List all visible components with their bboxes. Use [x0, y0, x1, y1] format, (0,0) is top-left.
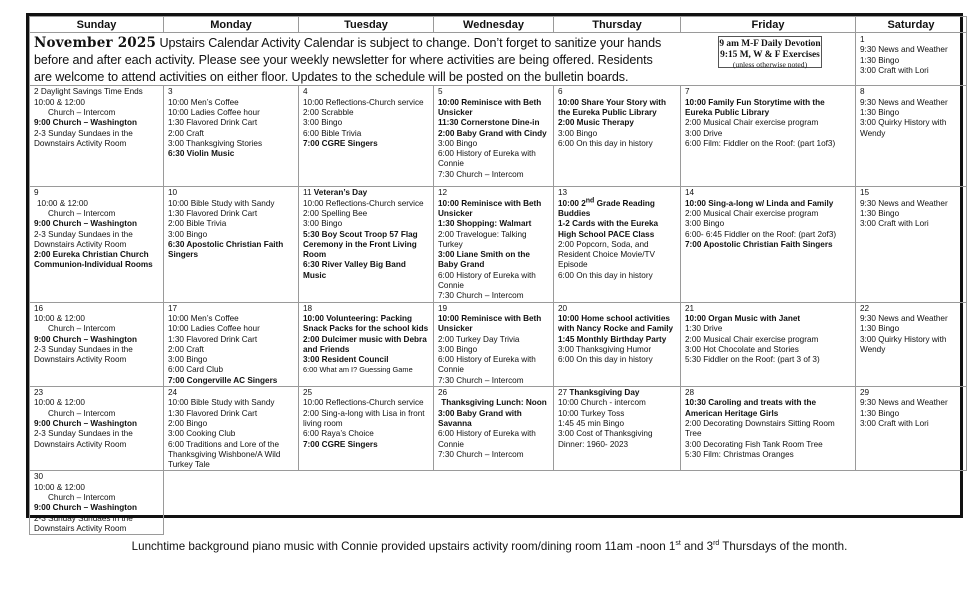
activity-item: 7:00 CGRE Singers: [303, 439, 378, 449]
activity-item: 3:00 Bingo: [438, 344, 478, 354]
day-number: 26: [438, 388, 448, 398]
footer-sup: rd: [713, 540, 720, 548]
day-header: [34, 472, 160, 482]
day-number: 28: [685, 388, 695, 398]
activity-item: 2:00 Musical Chair exercise program: [685, 118, 819, 128]
day-cell-4: [299, 86, 434, 187]
day-number: 19: [438, 303, 448, 313]
weekday-header-row: [30, 17, 967, 33]
activity-item: 10:00 Home school activities with Nancy Rocke and Family: [558, 313, 674, 334]
activity-item: 9:30 News and Weather: [860, 398, 948, 408]
activity-item: 3:00 Quirky History with Wendy: [860, 334, 947, 354]
day-number: 15: [860, 188, 870, 198]
week-row: [30, 302, 967, 386]
activity-item: 6:30 Apostolic Christian Faith Singers: [168, 239, 284, 260]
activity-item: 2:00 Craft: [168, 344, 204, 354]
activity-item: 2-3 Sunday Sundaes in the Downstairs Activity Room: [34, 513, 133, 533]
activity-item: 3:00 Craft with Lori: [860, 219, 929, 229]
day-cell-23: [30, 387, 164, 471]
activity-item: Thanksgiving Lunch: Noon: [441, 398, 547, 408]
weekday-header-friday: Friday: [681, 17, 856, 33]
activity-item: 1:30 Flavored Drink Cart: [168, 118, 258, 128]
activity-item: 10:00 & 12:00: [34, 97, 85, 107]
activity-item: 9:00 Church – Washington: [34, 503, 137, 513]
footer-text: Lunchtime background piano music with Connie provided upstairs activity room/dining room 11am -noon 1: [131, 540, 676, 553]
day-cell-29: [856, 387, 967, 471]
day-cell-7: [681, 86, 856, 187]
activity-item: 10:00 Reflections-Church service: [303, 97, 424, 107]
activity-item: 6:00 Raya’s Choice: [303, 429, 374, 439]
activity-item: 10:00 Turkey Toss: [558, 408, 625, 418]
day-cell-14: [681, 187, 856, 302]
day-number: 23: [34, 388, 44, 398]
activity-item: 3:00 Cooking Club: [168, 429, 236, 439]
devotion-line: 9 am M-F Daily Devotion: [719, 39, 821, 49]
activity-item: 3:00 Bingo: [685, 219, 725, 229]
exercises-line: 9:15 M, W & F Exercises: [720, 49, 820, 60]
day-cell-28: [681, 387, 856, 471]
day-header: [438, 304, 550, 314]
activity-item: 3:00 Resident Council: [303, 355, 389, 365]
month-title: November 2025: [34, 35, 157, 51]
day-cell-19: [434, 302, 554, 386]
activity-item: 3:00 Liane Smith on the Baby Grand: [438, 250, 530, 270]
day-cell-5: [434, 86, 554, 187]
devotion-note: (unless otherwise noted): [732, 60, 808, 69]
day-header: [558, 87, 677, 97]
activity-item: 7:30 Church – Intercom: [438, 169, 524, 179]
activity-item: 2:00 Musical Chair exercise program: [685, 334, 819, 344]
activity-item: 10:00 Bible Study with Sandy: [168, 398, 275, 408]
activity-item: 1:30 Flavored Drink Cart: [168, 334, 258, 344]
activity-item: 10:00 & 12:00: [34, 398, 85, 408]
footer-text: Thursdays of the month.: [719, 540, 848, 553]
day-number: 25: [303, 388, 313, 398]
calendar-grid: [26, 13, 963, 533]
activity-item: 3:00 Bingo: [303, 118, 343, 128]
activity-item: 1:45 45 min Bingo: [558, 418, 624, 428]
activity-item: 6:00- 6:45 Fiddler on the Roof: (part 2of3): [685, 229, 837, 239]
weekday-header-sunday: Sunday: [30, 17, 164, 33]
week-row: [30, 86, 967, 187]
day-number: 30: [34, 472, 44, 482]
day-cell-22: [856, 302, 967, 386]
day-header: [685, 304, 852, 314]
day-header: [685, 188, 852, 198]
activity-item: 10:00 Volunteering: Packing Snack Packs for the school kids: [303, 313, 429, 334]
activity-item: 6:00 Bible Trivia: [303, 128, 362, 138]
activity-item: 10:00 Reminisce with Beth Unsicker: [438, 198, 542, 218]
day-number: 22: [860, 303, 870, 313]
day-header: [303, 304, 430, 314]
day-cell-11: [299, 187, 434, 302]
activity-item: 6:00 History of Eureka with Connie: [438, 149, 536, 169]
day-number: 2: [34, 87, 39, 97]
footer-note: [0, 540, 979, 553]
day-number: 13: [558, 188, 568, 198]
activity-item: 10:00 & 12:00: [34, 482, 85, 492]
day-cell-1: [856, 33, 967, 86]
day-header: [34, 87, 160, 97]
activity-item: 10:00 Reflections-Church service: [303, 398, 424, 408]
activity-item: 1:45 Monthly Birthday Party: [558, 334, 667, 344]
activity-item: 9:00 Church – Washington: [34, 418, 137, 428]
activity-item: 7:00 Congerville AC Singers: [168, 375, 278, 385]
activity-item: 2:00 Eureka Christian Church Communion-Individual Rooms: [34, 250, 153, 270]
activity-item: 1:30 Bingo: [860, 408, 900, 418]
activity-item: 3:00 Quirky History with Wendy: [860, 118, 947, 138]
activity-item: 10:00 Men’s Coffee: [168, 313, 239, 323]
day-header: [34, 304, 160, 314]
intro-notice: [34, 35, 674, 85]
activity-item: 10:00 Bible Study with Sandy: [168, 198, 275, 208]
activity-item: 7:00 Apostolic Christian Faith Singers: [685, 239, 833, 249]
day-number: 4: [303, 87, 308, 97]
activity-item: 3:00 Craft with Lori: [860, 418, 929, 428]
day-title: Daylight Savings Time Ends: [40, 87, 143, 97]
activity-item: Church – Intercom: [48, 107, 116, 117]
activity-item: 7:30 Church – Intercom: [438, 291, 524, 301]
day-cell-13: [554, 187, 681, 302]
activity-item: 6:00 History of Eureka with Connie: [438, 355, 536, 375]
day-number: 21: [685, 303, 695, 313]
activity-item: 5:30 Fiddler on the Roof: (part 3 of 3): [685, 355, 820, 365]
day-number: 12: [438, 188, 448, 198]
day-header: [685, 87, 852, 97]
day-title: Thanksgiving Day: [569, 388, 640, 398]
activity-item: 2:00 Craft: [168, 128, 204, 138]
activity-item: 1:30 Bingo: [860, 324, 900, 334]
week-row: [30, 471, 967, 535]
day-header: [558, 388, 677, 398]
activity-item: 5:30 Boy Scout Troop 57 Flag Ceremony in the Front Living Room: [303, 229, 418, 260]
activity-item: 2:00 Music Therapy: [558, 118, 634, 128]
activity-item: Church – Intercom: [48, 208, 116, 218]
activity-item: 2:00 Travelogue: Talking Turkey: [438, 229, 527, 249]
activity-item: 6:00 Card Club: [168, 365, 224, 375]
activity-item: 6:30 Violin Music: [168, 149, 235, 159]
activity-item: 10:00 & 12:00: [34, 313, 85, 323]
day-cell-15: [856, 187, 967, 302]
activity-item: 10:00 Men’s Coffee: [168, 97, 239, 107]
activity-item: 3:00 Bingo: [168, 355, 208, 365]
activity-item: 2:00 Scrabble: [303, 107, 354, 117]
activity-item: 3:00 Decorating Fish Tank Room Tree: [685, 439, 823, 449]
activity-item: 9:30 News and Weather: [860, 45, 948, 55]
day-cell-26: [434, 387, 554, 471]
daily-devotion-box: [718, 36, 822, 68]
day-header: [438, 388, 550, 398]
activity-item: 2:00 Popcorn, Soda, and Resident Choice Movie/TV Episode: [558, 239, 655, 270]
activity-item: 3:00 Thanksgiving Humor: [558, 344, 652, 354]
weekday-header-monday: Monday: [164, 17, 299, 33]
activity-item: Church – Intercom: [48, 324, 116, 334]
day-header: [34, 188, 160, 198]
activity-item: 3:00 Baby Grand with Savanna: [438, 408, 522, 428]
activity-item: 2:00 Spelling Bee: [303, 208, 368, 218]
week-row: [30, 187, 967, 302]
day-cell-9: [30, 187, 164, 302]
activity-item: 9:00 Church – Washington: [34, 118, 137, 128]
activity-item: 2:00 Dulcimer music with Debra and Friends: [303, 334, 427, 354]
day-title: Veteran’s Day: [313, 188, 368, 198]
activity-item: 5:30 Film: Christmas Oranges: [685, 449, 794, 459]
day-number: 14: [685, 188, 695, 198]
activity-item: 10:00 Ladies Coffee hour: [168, 107, 260, 117]
weekday-header-tuesday: Tuesday: [299, 17, 434, 33]
activity-item: Church – Intercom: [48, 493, 116, 502]
activity-item: 3:00 Bingo: [558, 128, 598, 138]
intro-row: [30, 33, 967, 86]
activity-item: 1-2 Cards with the Eureka High School PACE Class: [558, 219, 659, 239]
activity-item: 1:30 Bingo: [860, 208, 900, 218]
day-number: 18: [303, 303, 313, 313]
activity-item: 10:00 Organ Music with Janet: [685, 313, 801, 323]
activity-item: 6:00 On this day in history: [558, 138, 653, 148]
day-header: [168, 304, 295, 314]
activity-text: Grade Reading Buddies: [558, 198, 655, 218]
activity-item: 6:00 On this day in history: [558, 270, 653, 280]
day-header: [438, 87, 550, 97]
day-number: 6: [558, 87, 563, 97]
day-header: [34, 388, 160, 398]
day-cell-12: [434, 187, 554, 302]
day-cell-10: [164, 187, 299, 302]
activity-item: 9:00 Church – Washington: [34, 334, 137, 344]
weekday-header-thursday: Thursday: [554, 17, 681, 33]
activity-item: 3:00 Bingo: [168, 229, 208, 239]
activity-item: Church – Intercom: [48, 408, 116, 418]
day-header: [303, 188, 430, 198]
day-header: [558, 188, 677, 198]
day-number: 20: [558, 303, 568, 313]
day-header: [685, 388, 852, 398]
activity-item: 3:00 Hot Chocolate and Stories: [685, 344, 799, 354]
day-cell-16: [30, 302, 164, 386]
day-number: 3: [168, 87, 173, 97]
day-number: 24: [168, 388, 178, 398]
activity-text: 10:00 2: [558, 198, 586, 208]
activity-item: 3:00 Drive: [685, 128, 723, 138]
calendar-table: [29, 16, 967, 535]
activity-item: 10:00 Reflections-Church service: [303, 198, 424, 208]
activity-item: 3:00 Thanksgiving Stories: [168, 138, 263, 148]
day-header: [558, 304, 677, 314]
activity-item: 9:30 News and Weather: [860, 97, 948, 107]
activity-item: 7:30 Church – Intercom: [438, 449, 524, 459]
activity-text: nd: [585, 196, 595, 204]
day-cell-17: [164, 302, 299, 386]
day-number: 29: [860, 388, 870, 398]
footer-text: and 3: [680, 540, 714, 553]
day-cell-21: [681, 302, 856, 386]
day-number: 7: [685, 87, 690, 97]
activity-item: 2:00 Turkey Day Trivia: [438, 334, 520, 344]
day-cell-20: [554, 302, 681, 386]
day-number: 5: [438, 87, 443, 97]
activity-item: 1:30 Flavored Drink Cart: [168, 208, 258, 218]
day-number: 9: [34, 188, 39, 198]
activity-item: 7:30 Church – Intercom: [438, 375, 524, 385]
week-row: [30, 387, 967, 471]
day-header: [168, 388, 295, 398]
day-header: [303, 87, 430, 97]
day-cell-8: [856, 86, 967, 187]
day-cell-18: [299, 302, 434, 386]
activity-item: 3:00 Bingo: [438, 138, 478, 148]
day-cell-2: [30, 86, 164, 187]
activity-item: 3:00 Cost of Thanksgiving Dinner: 1960- 2023: [558, 429, 653, 449]
activity-item: 2:00 Bingo: [168, 418, 208, 428]
activity-item: 10:00 Ladies Coffee hour: [168, 324, 260, 334]
day-header: [860, 188, 963, 198]
activity-item: 3:00 Bingo: [303, 219, 343, 229]
activity-item: 3:00 Craft with Lori: [860, 65, 929, 75]
activity-item: 1:30 Bingo: [860, 55, 900, 65]
activity-item: 9:30 News and Weather: [860, 313, 948, 323]
day-cell-30: [30, 471, 164, 535]
activity-item: 2-3 Sunday Sundaes in the Downstairs Activity Room: [34, 429, 133, 449]
activity-item: [558, 196, 677, 220]
activity-item: 9:30 News and Weather: [860, 198, 948, 208]
activity-item: 10:30 Caroling and treats with the American Heritage Girls: [685, 398, 817, 418]
day-header: [860, 304, 963, 314]
day-number: 27: [558, 388, 568, 398]
activity-item: 10:00 Reminisce with Beth Unsicker: [438, 313, 542, 334]
day-cell-6: [554, 86, 681, 187]
activity-item: 10:00 Family Fun Storytime with the Eureka Public Library: [685, 97, 825, 117]
activity-item: 2-3 Sunday Sundaes in the Downstairs Activity Room: [34, 229, 133, 249]
activity-item: 2-3 Sunday Sundaes in the Downstairs Activity Room: [34, 128, 133, 148]
activity-item: 10:00 Reminisce with Beth Unsicker: [438, 97, 542, 117]
activity-item: 6:00 What am I? Guessing Game: [303, 365, 413, 375]
day-cell-25: [299, 387, 434, 471]
activity-item: 2:00 Bible Trivia: [168, 219, 227, 229]
activity-item: 10:00 Sing-a-long w/ Linda and Family: [685, 198, 834, 208]
activity-item: 6:00 On this day in history: [558, 355, 653, 365]
day-header: [860, 87, 963, 97]
activity-item: 7:00 CGRE Singers: [303, 138, 378, 148]
day-header: [168, 87, 295, 97]
activity-item: 10:00 Church - intercom: [558, 398, 646, 408]
day-number: 11: [303, 188, 312, 198]
activity-item: 6:00 History of Eureka with Connie: [438, 270, 536, 291]
activity-item: 6:00 History of Eureka with Connie: [438, 429, 536, 449]
activity-item: 2-3 Sunday Sundaes in the Downstairs Activity Room: [34, 344, 133, 365]
day-number: 16: [34, 303, 44, 313]
weekday-header-wednesday: Wednesday: [434, 17, 554, 33]
activity-item: 6:00 Film: Fiddler on the Roof: (part 1of3): [685, 138, 836, 148]
activity-item: 10:00 & 12:00: [37, 198, 88, 208]
day-header: [303, 388, 430, 398]
day-cell-27: [554, 387, 681, 471]
activity-item: 1:30 Flavored Drink Cart: [168, 408, 258, 418]
day-cell-24: [164, 387, 299, 471]
day-number: 17: [168, 303, 178, 313]
activity-item: 2:00 Musical Chair exercise program: [685, 208, 819, 218]
activity-item: 6:30 River Valley Big Band Music: [303, 260, 406, 280]
intro-text: Upstairs Calendar Activity Calendar is subject to change. Don’t forget to sanitize your hands before and after each activity. Please see your weekly newsletter for where activities are being offered. Residents are welcome to attend activities on either floor. Updates to the schedule will be posted on the bulletin boards.: [34, 36, 662, 84]
day-number: 10: [168, 188, 178, 198]
day-number: 8: [860, 87, 865, 97]
activity-item: 11:30 Cornerstone Dine-in: [438, 118, 540, 128]
day-header: [168, 188, 295, 198]
activity-item: 10:00 Share Your Story with the Eureka Public Library: [558, 97, 666, 117]
activity-item: 2:00 Baby Grand with Cindy: [438, 128, 547, 138]
activity-item: 1:30 Drive: [685, 324, 723, 334]
weekday-header-saturday: Saturday: [856, 17, 967, 33]
day-header: [438, 188, 550, 198]
empty-cell: [164, 471, 967, 535]
footer-sup: st: [675, 540, 681, 548]
activity-item: 2:00 Decorating Downstairs Sitting Room Tree: [685, 418, 835, 439]
day-cell-3: [164, 86, 299, 187]
day-number: 1: [860, 35, 865, 44]
activity-item: 6:00 Traditions and Lore of the Thanksgiving Wishbone/A Wild Turkey Tale: [168, 439, 281, 470]
activity-item: 1:30 Shopping: Walmart: [438, 219, 532, 229]
activity-item: 9:00 Church – Washington: [34, 219, 137, 229]
day-header: [860, 388, 963, 398]
activity-item: 1:30 Bingo: [860, 107, 900, 117]
activity-item: 2:00 Sing-a-long with Lisa in front living room: [303, 408, 425, 428]
